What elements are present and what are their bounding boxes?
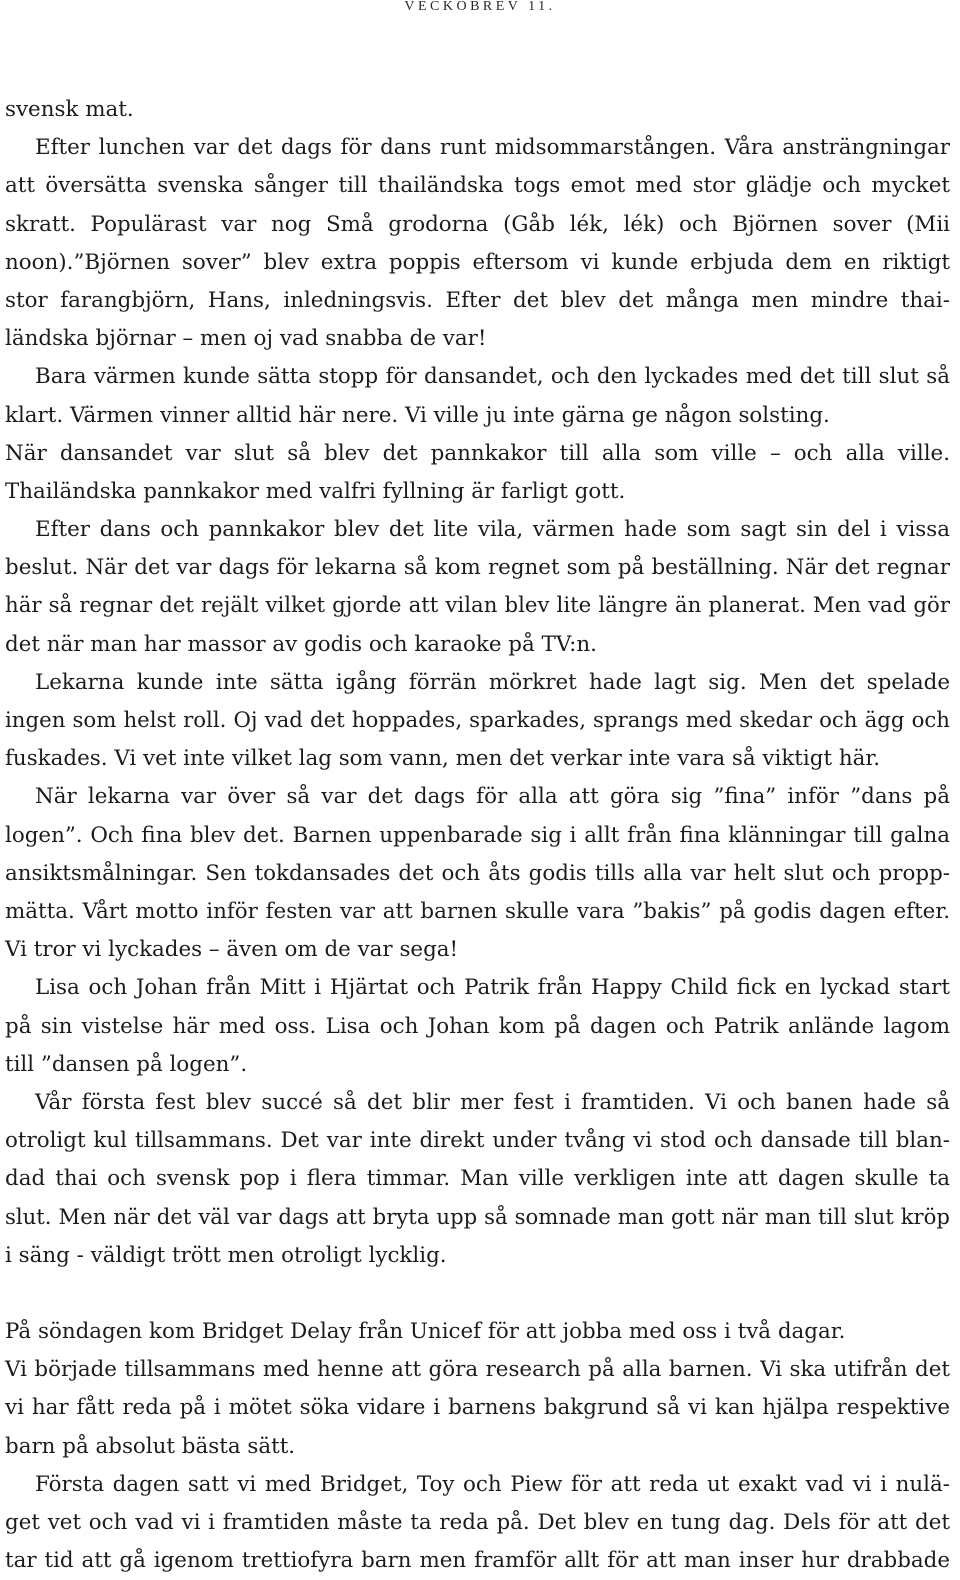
text-line: ingen som helst roll. Oj vad det hoppades, sparkades, sprangs med skedar och ägg och [5,708,950,733]
text-line: barn på absolut bästa sätt. [5,1433,296,1459]
body-text [5,91,950,1580]
text-line: slut. Men när det väl var dags att bryta upp så somnade man gott när man till slut kröp [5,1204,950,1230]
text-line: Efter dans och pannkakor blev det lite vila, värmen hade som sagt sin del i vissa [35,517,950,543]
text-line: tar tid att gå igenom trettiofyra barn men framför allt för att man inser hur drabbade [5,1548,950,1574]
text-line: till ”dansen på logen”. [5,1051,248,1077]
text-line: Thailändska pannkakor med valfri fyllning är farligt gott. [5,478,626,504]
text-line: get vet och vad vi i framtiden måste ta reda på. Det blev en tung dag. Dels för att det [5,1509,950,1535]
text-line: dad thai och svensk pop i flera timmar. Man ville verkligen inte att dagen skulle ta [5,1166,950,1192]
text-line: mätta. Vårt motto inför festen var att barnen skulle vara ”bakis” på godis dagen efter. [5,898,950,924]
paragraph-spacer [5,1275,950,1313]
text-line: beslut. När det var dags för lekarna så kom regnet som på beställning. När det regnar [5,555,950,581]
text-line: Första dagen satt vi med Bridget, Toy och Piew för att reda ut exakt vad vi i nulä- [35,1471,950,1497]
text-line: Lekarna kunde inte sätta igång förrän mörkret hade lagt sig. Men det spelade [35,669,950,695]
text-line: skratt. Populärast var nog Små grodorna (Gåb lék, lék) och Björnen sover (Mii [5,211,950,237]
text-line: logen”. Och fina blev det. Barnen uppenbarade sig i allt från fina klänningar till galna [5,822,950,848]
text-line: På söndagen kom Bridget Delay från Unicef för att jobba med oss i två dagar. [5,1319,846,1344]
text-line: att översätta svenska sånger till thailändska togs emot med stor glädje och mycket [5,173,950,199]
text-line: svensk mat. [5,97,134,122]
text-line: När lekarna var över så var det dags för alla att göra sig ”fina” inför ”dans på [35,784,950,810]
text-line: Vi tror vi lyckades – även om de var sega! [5,937,459,963]
text-line: Lisa och Johan från Mitt i Hjärtat och Patrik från Happy Child fick en lyckad start [35,975,950,1001]
text-line: i säng - väldigt trött men otroligt lycklig. [5,1242,447,1268]
text-line: Efter lunchen var det dags för dans runt midsommarstången. Våra ansträngningar [35,135,950,161]
text-line: Bara värmen kunde sätta stopp för dansandet, och den lyckades med det till slut så [35,364,950,390]
text-line: Vi började tillsammans med henne att göra research på alla barnen. Vi ska utifrån det [5,1357,950,1383]
text-line: noon).”Björnen sover” blev extra poppis eftersom vi kunde erbjuda dem en riktigt [5,249,950,275]
text-line: fuskades. Vi vet inte vilket lag som vann, men det verkar inte vara så viktigt här. [5,746,881,772]
running-header: VECKOBREV 11. [404,0,556,14]
text-line: Vår första fest blev succé så det blir mer fest i framtiden. Vi och banen hade så [35,1089,950,1115]
text-line: här så regnar det rejält vilket gjorde att vilan blev lite längre än planerat. Men vad gör [5,593,950,619]
text-line: ansiktsmålningar. Sen tokdansades det och åts godis tills alla var helt slut och propp- [5,860,950,886]
text-line: det när man har massor av godis och karaoke på TV:n. [5,631,597,657]
text-line: stor farangbjörn, Hans, inledningsvis. Efter det blev det många men mindre thai- [5,287,950,313]
text-line: vi har fått reda på i mötet söka vidare i barnens bakgrund så vi kan hjälpa respektive [5,1395,950,1421]
text-line: ländska björnar – men oj vad snabba de var! [5,326,487,352]
text-line: klart. Värmen vinner alltid här nere. Vi ville ju inte gärna ge någon solsting. [5,402,830,428]
text-line: på sin vistelse här med oss. Lisa och Johan kom på dagen och Patrik anlände lagom [5,1013,950,1039]
text-line: otroligt kul tillsammans. Det var inte direkt under tvång vi stod och dansade till blan- [5,1128,950,1154]
text-line: När dansandet var slut så blev det pannkakor till alla som ville – och alla ville. [5,440,950,466]
